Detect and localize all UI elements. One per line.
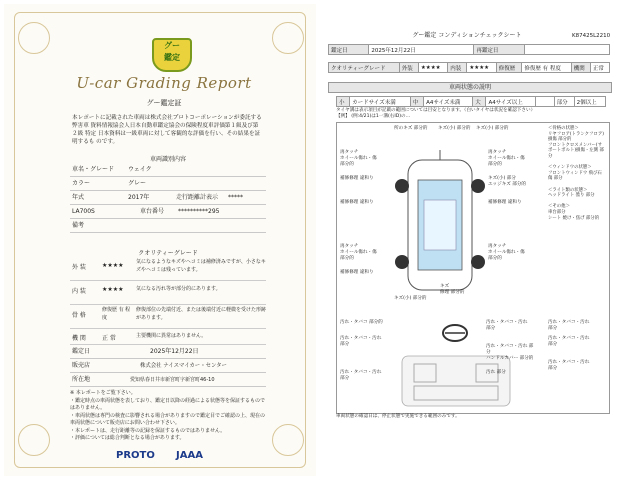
- vehicle-year-row: [70, 192, 266, 205]
- interior-label: 汚れ・タバコ・汚れ 部分: [340, 370, 382, 381]
- report-title: U-car Grading Report: [76, 74, 252, 92]
- disclaimer-notes: [70, 390, 266, 443]
- ornament-swirl: [18, 22, 50, 54]
- size-small-label: 小: [337, 97, 350, 107]
- condition-sheet-title: グー鑑定 コンディションチェックシート: [412, 32, 522, 39]
- callout-label: キズ(小) 部分的: [438, 126, 471, 131]
- callout-label: 補修修理 違和り: [340, 176, 374, 181]
- proto-logo: PROTO: [116, 450, 155, 461]
- callout-label: 補修修理 違和り: [340, 270, 374, 275]
- quality-value: 正 常: [102, 335, 116, 342]
- quality-row-engine: [70, 330, 266, 345]
- interior-label: 汚れ・タバコ・汚れ 部分: [486, 320, 528, 331]
- size-small-desc: カードサイズ未満: [350, 97, 411, 107]
- remarks-label: 備考: [72, 222, 85, 229]
- appraisal-date-value: 2025年12月22日: [369, 45, 474, 55]
- callout-label: 補修修理 違和り: [488, 200, 522, 205]
- callout-label: 再タッチ ホイール傷れ・傷 部分的: [340, 244, 377, 261]
- quality-value: 修復歴 有 程度: [102, 307, 131, 321]
- logo-text-bottom: 鑑定: [164, 53, 180, 62]
- callout-label: キズ(小) 部分 エッジキズ 部分的: [488, 176, 527, 187]
- goo-kantei-logo: [152, 38, 192, 72]
- quality-row-exterior: [70, 258, 266, 281]
- dealer-value: 株式会社 ナイスマイカー・センター: [140, 363, 227, 369]
- size-spacer: [535, 97, 554, 107]
- exterior-stars: ★★★★: [418, 63, 447, 73]
- appraisal-date-label: 鑑定日: [329, 45, 369, 55]
- quality-row-frame: [70, 306, 266, 329]
- interior-label: 汚れ・タバコ 部分的: [340, 320, 383, 325]
- callout-label: 再タッチ ホイール傷れ・傷 部分的: [340, 150, 377, 167]
- quality-label: 内 装: [72, 288, 86, 295]
- appraisal-date-row: [70, 346, 266, 359]
- vehicle-section-title: 車両識別内容: [149, 156, 186, 163]
- vehicle-year-value: 2017年: [128, 194, 150, 201]
- callout-label: キズ(小) 部分的: [394, 296, 427, 301]
- vehicle-year-label: 年式: [72, 194, 85, 201]
- repair-label: 修復歴: [496, 63, 522, 73]
- quality-desc: 気になる汚れ等が部分的にあります。: [136, 286, 221, 292]
- interior-label: 汚れ 部分: [486, 370, 506, 375]
- reappraisal-value: [525, 45, 610, 55]
- quality-label: 外 装: [72, 264, 86, 271]
- vehicle-state-title: 車両状態の説明: [328, 82, 612, 93]
- quality-row-interior: [70, 282, 266, 305]
- quality-desc: 修復部位の先端付近、または後端付近に軽微を受けた形跡 があります。: [136, 307, 267, 321]
- ornament-swirl: [18, 424, 50, 456]
- steering-wheel-icon: [440, 322, 470, 344]
- exterior-label: 外装: [399, 63, 418, 73]
- quality-desc: 主要機関に異常はありません。: [136, 333, 207, 339]
- size-legend-table: [336, 96, 606, 107]
- interior-label: 汚れ・タバコ・汚れ 部分: [548, 336, 590, 347]
- mileage-value: *****: [228, 194, 243, 201]
- appraisal-date-value: 2025年12月22日: [150, 348, 199, 355]
- mileage-label: 走行距離計表示: [176, 194, 219, 201]
- dealer-label: 販売店: [72, 362, 91, 369]
- vehicle-model-row: [70, 206, 266, 219]
- size-mid-label: 中: [410, 97, 423, 107]
- vehicle-name-label: 車名・グレード: [72, 166, 115, 173]
- engine-label: 機関: [571, 63, 590, 73]
- callout-label: 所のキズ 部分的: [394, 126, 428, 131]
- vehicle-color-row: [70, 178, 266, 191]
- wheel-icon: [395, 255, 409, 269]
- wheel-icon: [471, 255, 485, 269]
- grading-certificate: [4, 4, 316, 476]
- appraisal-date-label: 鑑定日: [72, 348, 91, 355]
- address-row: [70, 374, 266, 387]
- quality-desc: 気になるようなキズやヘコミは補修済みですが、小さなキズやヘコミは残っています。: [136, 259, 266, 273]
- interior-label: 汚れ・タバコ・汚れ 部分 ハンドルカバー 部分的: [486, 344, 534, 361]
- quality-stars: ★★★★: [102, 262, 124, 269]
- qg-label: クオリティーグレード: [329, 63, 400, 73]
- note-line: ※ 本レポートをご覧下さい。: [70, 390, 136, 396]
- size-mid-desc: A4サイズ未満: [424, 97, 473, 107]
- legend-note-2: 【例】 (例:4/21)は1一溝(右ID)の…: [336, 114, 411, 119]
- note-line: ・本レポートは、走行距離等の記録を保証するものではありません。: [70, 427, 226, 434]
- wheel-icon: [471, 179, 485, 193]
- interior-label: 汚れ・タバコ・汚れ 部分: [340, 336, 382, 347]
- car-top-view: [380, 150, 500, 300]
- interior-label: 汚れ・タバコ・汚れ 部分: [548, 360, 590, 371]
- document-id: K87425L2210: [572, 33, 611, 39]
- note-line: ・評価については総合判断となる場合があります。: [70, 435, 185, 441]
- callout-label: 再タッチ ホイール傷れ・傷 部分的: [488, 150, 525, 167]
- quality-grade-table: [328, 62, 610, 73]
- car-roof: [424, 200, 456, 250]
- note-line: ・車両状態は専門の検査に影響される場合がありますので鑑定目でご確認の上、現在の車両状態について販売店にお問い合わせ下さい。: [70, 412, 266, 426]
- size-large-label: 大: [473, 97, 486, 107]
- remarks-row: [70, 220, 266, 233]
- interior-stars: ★★★★: [467, 63, 496, 73]
- jaaa-logo: JAAA: [176, 450, 203, 461]
- engine-value: 正常: [590, 63, 609, 73]
- callout-label: キズ(小) 部分的: [476, 126, 509, 131]
- size-large-desc: A4サイズ以上: [486, 97, 535, 107]
- quality-label: 機 関: [72, 335, 86, 342]
- model-code-value: LA700S: [72, 208, 95, 215]
- quality-grade-title: クオリティーグレード: [138, 250, 198, 257]
- legend-note: タイヤ溝は表示項目が記載の範囲については目安となります。（白いタイヤは状況を確認下さい）: [336, 108, 536, 113]
- ornament-swirl: [272, 22, 304, 54]
- scale-multiple: 2個以上: [574, 97, 605, 107]
- dealer-row: [70, 360, 266, 373]
- vehicle-color-value: グレー: [128, 180, 147, 187]
- repair-value: 修復歴 有 程度: [522, 63, 571, 73]
- quality-label: 骨 格: [72, 312, 86, 319]
- appraisal-table: [328, 44, 610, 55]
- sheet-footer-note: 車両状態の確認日は、停止状態で実施できる範囲のみです。: [336, 414, 460, 419]
- reappraisal-label: 再鑑定日: [474, 45, 525, 55]
- interior-label: 内装: [448, 63, 467, 73]
- vin-value: **********295: [178, 208, 220, 215]
- intro-text: 本レポートに記載された車両は株式会社プロトコーポレーションが委託する弊害車 資料情報協会人日本自動車鑑定協会の保険程度車評価第１級及び第２級 特定 日本資料は一級車両に対して客観的な評価を行い、その結果を証明するも のです。: [72, 115, 262, 145]
- vehicle-name-row: [70, 164, 266, 177]
- callout-label: キズ 修理 部分的: [440, 284, 465, 295]
- quality-stars: ★★★★: [102, 286, 124, 293]
- note-line: ・鑑定時点の車両状態を表しており、鑑定日以降の経過による状態等を保証するものではありません。: [70, 397, 266, 411]
- vin-label: 車台番号: [140, 208, 165, 215]
- address-label: 所在地: [72, 376, 91, 383]
- vehicle-name-value: ウェイク: [128, 166, 152, 173]
- certificate-name: グー鑑定証: [146, 99, 182, 107]
- logo-text-top: グー: [164, 41, 180, 50]
- callout-label: 再タッチ ホイール傷れ・傷 部分的: [488, 244, 525, 261]
- vehicle-color-label: カラー: [72, 180, 91, 187]
- wheel-icon: [395, 179, 409, 193]
- interior-label: 汚れ・タバコ・汚れ 部分: [548, 320, 590, 331]
- condition-notes: ＜骨格の状態＞ リヤフロア(トランクフロア) 損傷 部分的 フロントクロスメンバー(サポートボルト)損傷・左側 部分 ＜ウィンドウの状態＞ フロントウィンドウ 飛び石傷 部分 ＜ライト類の状態＞ ヘッドライト 曇り 部分 ＜その他＞ 車台部分 シート 焼け・焦げ 部分的: [548, 126, 604, 221]
- callout-label: 補修修理 違和り: [340, 200, 374, 205]
- address-value: 愛知県春日井市新宮町字新宮町46-10: [130, 377, 215, 383]
- scale-partial: 部分: [554, 97, 574, 107]
- ornament-swirl: [272, 424, 304, 456]
